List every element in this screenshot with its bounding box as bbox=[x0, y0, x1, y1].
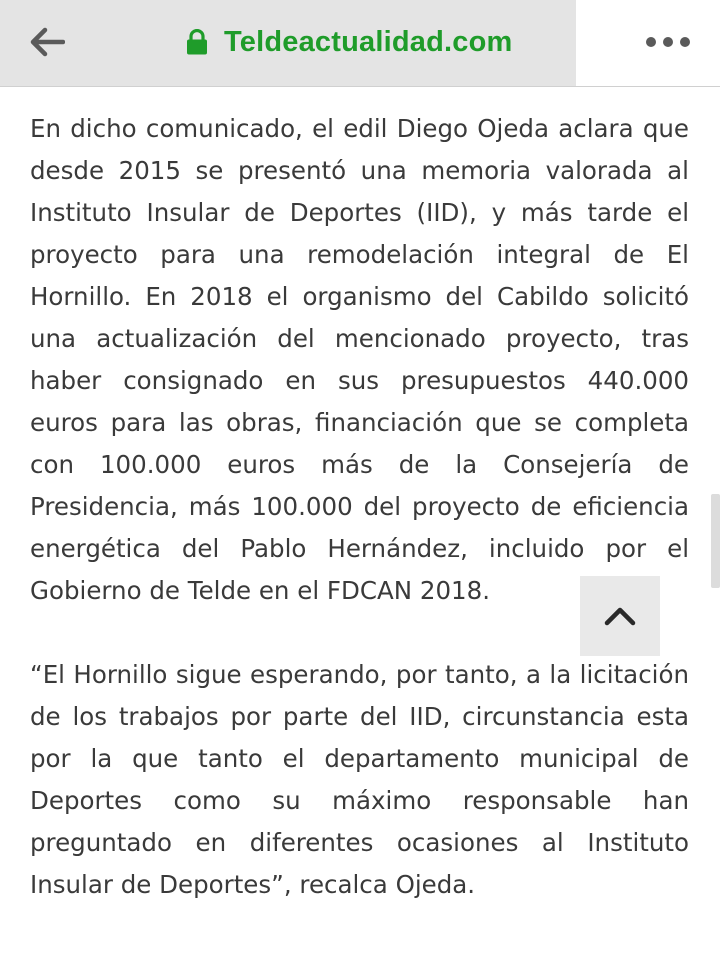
scrollbar-thumb[interactable] bbox=[711, 494, 720, 588]
article-paragraph: En dicho comunicado, el edil Diego Ojeda aclara que desde 2015 se presentó una memoria valorada al Instituto Insular de Deportes (IID), y más tarde el proyecto para una remodelación integral de El Hornillo. En 2018 el organismo del Cabildo solicitó una actualización del mencionado proyecto, tras haber consignado en sus presupuestos 440.000 euros para las obras, financiación que se completa con 100.000 euros más de la Consejería de Presidencia, más 100.000 del proyecto de eficiencia energética del Pablo Hernández, incluido por el Gobierno de Telde en el FDCAN 2018. bbox=[30, 114, 689, 605]
overflow-menu-button[interactable] bbox=[640, 20, 696, 64]
url-text: Teldeactualidad.com bbox=[224, 25, 513, 58]
article-paragraph: “El Hornillo sigue esperando, por tanto, a la licitación de los trabajos por parte del IID, circunstancia esta por la que tanto el departamento municipal de Deportes como su máximo responsable han preguntado en diferentes ocasiones al Instituto Insular de Deportes”, recalca Ojeda. bbox=[30, 660, 689, 899]
lock-icon bbox=[186, 29, 208, 55]
back-button[interactable] bbox=[22, 20, 72, 64]
chevron-up-icon bbox=[604, 606, 636, 626]
url-bar[interactable] bbox=[0, 0, 576, 86]
toolbar-divider bbox=[0, 86, 720, 87]
browser-toolbar bbox=[0, 0, 720, 86]
more-horizontal-icon bbox=[645, 36, 691, 48]
scroll-to-top-button[interactable] bbox=[580, 576, 660, 656]
arrow-left-icon bbox=[29, 27, 65, 57]
article-body bbox=[30, 108, 689, 948]
url-display[interactable] bbox=[186, 18, 513, 66]
